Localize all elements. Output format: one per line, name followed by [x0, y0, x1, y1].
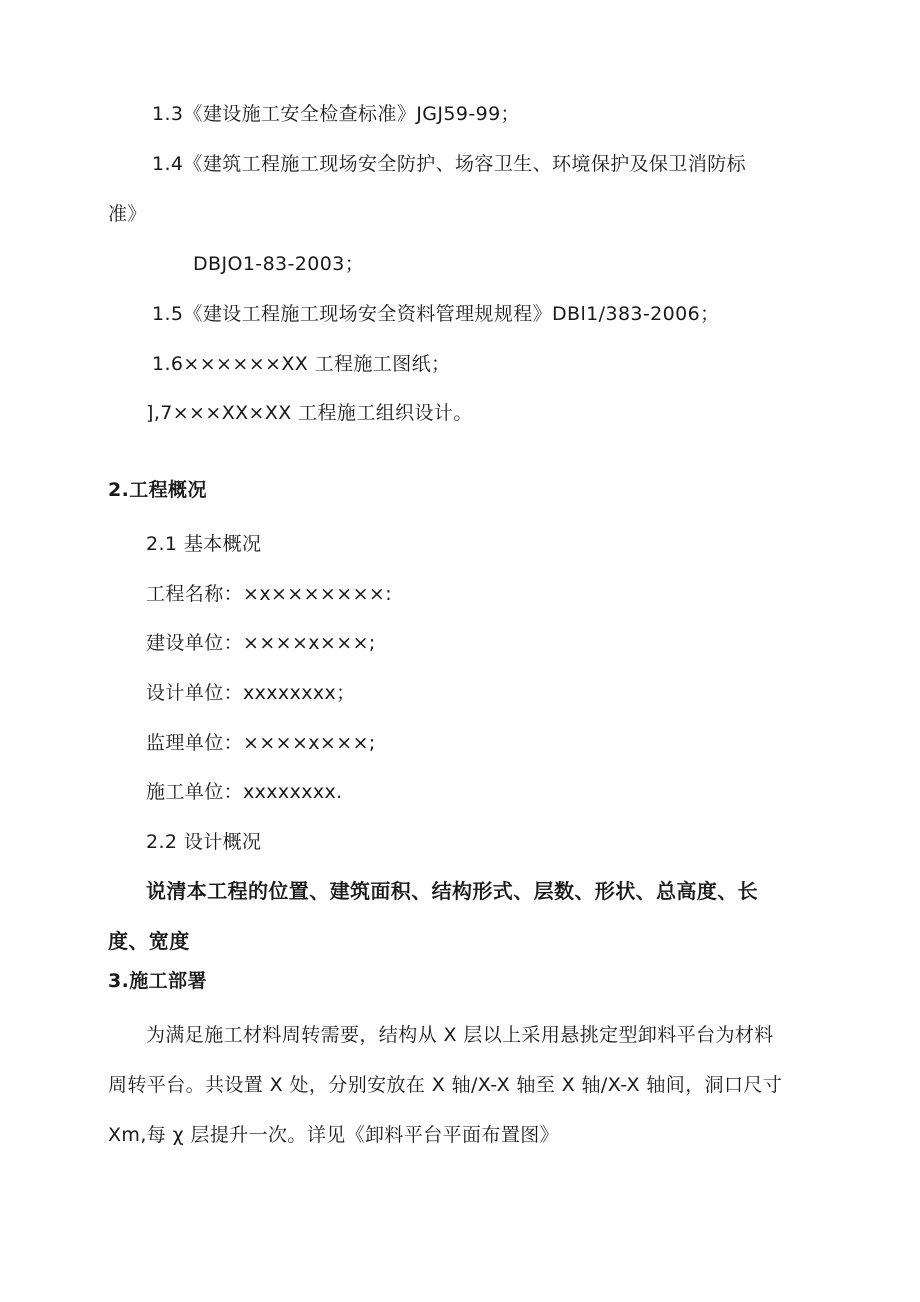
design-unit-line: 设计单位：xxxxxxxx； — [146, 682, 356, 704]
reference-1-3: 1.3《建设施工安全检查标准》JGJ59-99； — [152, 103, 520, 125]
section-3-paragraph-line1: 为满足施工材料周转需要，结构从 X 层以上采用悬挑定型卸料平台为材料 — [146, 1024, 774, 1046]
section-2-2-heading: 2.2 设计概况 — [146, 831, 262, 853]
reference-1-4-line1: 1.4《建筑工程施工现场安全防护、场容卫生、环境保护及保卫消防标 — [152, 153, 747, 175]
build-unit-line: 建设单位：××××x×××; — [146, 632, 376, 654]
supervise-unit-line: 监理单位：××××x×××; — [146, 732, 376, 754]
reference-1-5: 1.5《建设工程施工现场安全资料管理规规程》DBl1/383-2006； — [152, 303, 720, 325]
section-3-paragraph-line3: Xm,每 χ 层提升一次。详见《卸料平台平面布置图》 — [108, 1124, 560, 1146]
construct-unit-line: 施工单位：xxxxxxxx. — [146, 781, 343, 803]
reference-1-4-line2: 准》 — [108, 203, 147, 225]
project-name-line: 工程名称：×x×××××××: — [146, 583, 393, 605]
reference-1-4-code: DBJO1-83-2003； — [193, 253, 365, 275]
reference-1-7: ],7×××XX×XX 工程施工组织设计。 — [146, 402, 473, 424]
reference-1-6: 1.6××××××XX 工程施工图纸； — [152, 353, 451, 375]
design-description-line1: 说清本工程的位置、建筑面积、结构形式、层数、形状、总高度、长 — [146, 879, 758, 903]
design-description-line2: 度、宽度 — [108, 929, 190, 953]
section-2-1-heading: 2.1 基本概况 — [146, 533, 262, 555]
section-3-paragraph-line2: 周转平台。共设置 X 处，分别安放在 X 轴/X-X 轴至 X 轴/X-X 轴间，洞口尺寸 — [108, 1074, 783, 1096]
section-2-heading: 2.工程概况 — [108, 479, 207, 501]
section-3-heading: 3.施工部署 — [108, 970, 207, 992]
